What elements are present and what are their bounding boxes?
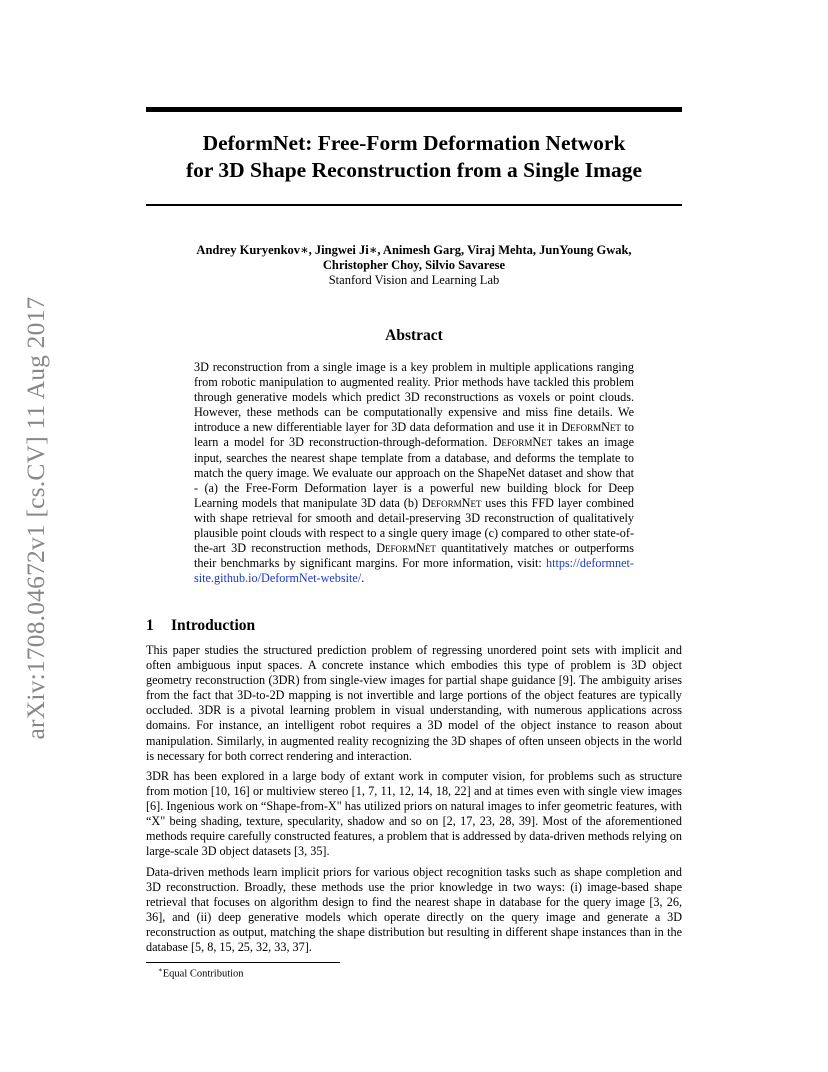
footnote-text: Equal Contribution (162, 968, 244, 980)
abstract-text: uses this FFD layer combined with shape retrieval for smooth and detail-preserving 3D reconstruction of qualitatively plausible point clouds with respect to a single query image (c) compared to other state-of-the-art 3D reconstruction methods, (194, 495, 635, 556)
abstract-text: to learn a model for 3D reconstruction-through-deformation. (194, 420, 634, 450)
author-block (146, 243, 682, 288)
affiliation: Stanford Vision and Learning Lab (328, 273, 500, 287)
title-line-1: DeformNet: Free-Form Deformation Network (202, 131, 626, 155)
project-website-link[interactable]: https://deformnet-site.github.io/DeformNet-website/ (194, 556, 634, 586)
arxiv-identifier: arXiv:1708.04672v1 [cs.CV] 11 Aug 2017 (21, 296, 50, 740)
intro-paragraph-2: 3DR has been explored in a large body of extant work in computer vision, for problems such as structure from motion [10, 16] or multiview stereo [1, 7, 11, 12, 14, 18, 22] and at times even with single view images [6]. Ingenious work on “Shape-from-X" has utilized priors on natural images to infer geometric features, with “X" being shading, texture, specularity, shadow and so on [2, 17, 23, 28, 39]. Most of the aforementioned methods require carefully constructed features, a problem that is addressed by data-driven methods relying on large-scale 3D object datasets [3, 35]. (146, 769, 682, 859)
intro-paragraph-1: This paper studies the structured prediction problem of regressing unordered point sets with implicit and often ambiguous input spaces. A concrete instance which embodies this type of problem is 3D object geometry reconstruction (3DR) from single-view images for partial shape guidance [9]. The ambiguity arises from the fact that 3D-to-2D mapping is not invertible and large portions of the object features are typically occluded. 3DR is a pivotal learning problem in visual understanding, with numerous applications across domains. For instance, an intelligent robot requires a 3D model of the object instance to reason about manipulation. Similarly, in augmented reality recognizing the 3D shapes of often unseen objects in the world is necessary for both correct rendering and interaction. (146, 643, 682, 763)
footnote-rule (146, 962, 340, 963)
method-name: DeformNet (421, 495, 482, 510)
section-heading-introduction (146, 617, 255, 635)
abstract-text: quantitatively matches or outperforms their benchmarks by significant margins. For more information, visit: (194, 541, 635, 571)
abstract-text: . (361, 571, 365, 586)
author-list-line-1: Andrey Kuryenkov∗, Jingwei Ji∗, Animesh Garg, Viraj Mehta, JunYoung Gwak, (196, 243, 632, 257)
title-line-2: for 3D Shape Reconstruction from a Single Image (185, 158, 643, 182)
intro-paragraph-3: Data-driven methods learn implicit priors for various object recognition tasks such as shape completion and 3D reconstruction. Broadly, these methods use the prior knowledge in two ways: (i) image-based shape retrieval that focuses on algorithm design to find the nearest shape in database for the query image [3, 26, 36], and (ii) deep generative models which operate directly on the query image and generate a 3D reconstruction as output, matching the shape distribution but resulting in different shape instances than in the database [5, 8, 15, 25, 32, 33, 37]. (146, 865, 682, 955)
method-name: DeformNet (376, 541, 436, 556)
title-rule-top (146, 107, 682, 112)
author-list-line-2: Christopher Choy, Silvio Savarese (322, 258, 506, 272)
arxiv-sidebar (20, 278, 52, 758)
abstract-body (194, 360, 634, 586)
abstract-heading: Abstract (385, 327, 443, 344)
abstract-text: takes an image input, searches the nearest shape template from a database, and deforms the template to match the query image. We evaluate our approach on the ShapeNet dataset and show that - (a) the Free-Form Deformation layer is a powerful new building block for Deep Learning models that manipulate 3D data (b) (194, 435, 634, 510)
section-number: 1 (146, 617, 154, 634)
paper-title (146, 130, 682, 184)
method-name: DeformNet (492, 435, 553, 450)
abstract-text: 3D reconstruction from a single image is a key problem in multiple applications ranging from robotic manipulation to augmented reality. Prior methods have tackled this problem through generative models which predict 3D reconstructions as voxels or point clouds. However, these methods can be computationally expensive and miss fine details. We introduce a new differentiable layer for 3D data deformation and use it in (194, 360, 634, 435)
section-title: Introduction (171, 617, 256, 634)
method-name: DeformNet (561, 420, 621, 435)
footnote-mark: ∗ (158, 966, 163, 974)
title-rule-bottom (146, 204, 682, 206)
footnote (158, 964, 244, 981)
